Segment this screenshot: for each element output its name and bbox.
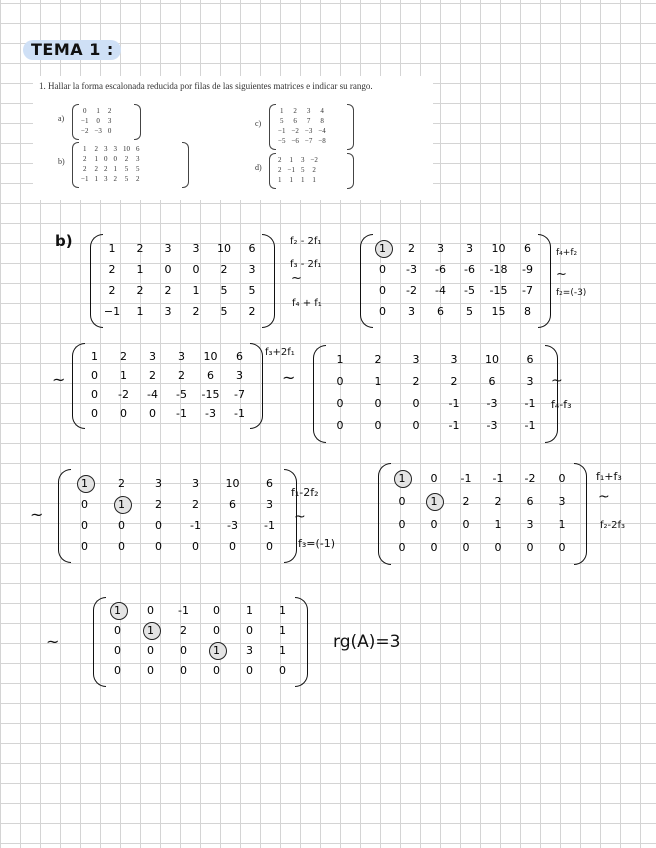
op-m6-0: f₁+f₃: [596, 470, 622, 483]
matrix-6: [378, 463, 586, 563]
matrix-cell: 10: [225, 476, 240, 490]
matrix-cell: 0: [147, 664, 154, 677]
printed-cell: 1: [289, 156, 293, 164]
matrix-cell: 0: [213, 604, 220, 617]
printed-cell: 3: [300, 156, 305, 164]
tilde-row4-start: ~: [46, 632, 60, 651]
printed-cell: 2: [94, 165, 98, 173]
matrix-cell: 2: [192, 304, 200, 318]
matrix-cell: -1: [190, 518, 201, 532]
matrix-cell: 0: [526, 540, 534, 554]
matrix-cell: -7: [522, 283, 533, 297]
printed-bracket-left: [72, 142, 79, 188]
page-title: TEMA 1 :: [31, 40, 114, 59]
matrix-2: [360, 234, 550, 326]
printed-cell: 0: [96, 117, 100, 125]
matrix-cell: 0: [462, 517, 470, 531]
printed-cell: −5: [278, 137, 286, 145]
matrix-cell: 0: [558, 540, 566, 554]
matrix-cell: 6: [526, 494, 534, 508]
printed-cell: 1: [113, 165, 117, 173]
printed-cell: 1: [289, 176, 293, 184]
matrix-cell: 1: [279, 624, 286, 637]
matrix-cell: 0: [180, 644, 187, 657]
matrix-cell: -2: [406, 283, 417, 297]
matrix-cell: 3: [526, 517, 534, 531]
matrix-cell: 1: [136, 304, 144, 318]
op-m6-1: ~: [598, 489, 610, 505]
printed-cell: 5: [124, 175, 129, 183]
printed-bracket-right: [347, 104, 354, 150]
printed-cell: 5: [124, 165, 129, 173]
matrix-cell: 3: [408, 304, 415, 318]
printed-cell: −3: [304, 127, 313, 135]
matrix-cell: 10: [485, 353, 499, 366]
matrix-cell: 0: [213, 624, 220, 637]
printed-cell: 8: [320, 117, 324, 125]
matrix-cell: 3: [178, 349, 185, 363]
matrix-cell: -2: [524, 471, 536, 485]
matrix-cell: 0: [336, 397, 344, 410]
matrix-cell: 3: [164, 241, 172, 255]
matrix-cell: 1: [336, 353, 344, 366]
matrix-cell: 0: [192, 539, 199, 553]
printed-cell: 2: [293, 107, 297, 115]
matrix-cell: 2: [155, 497, 162, 511]
printed-cell: −1: [81, 117, 89, 125]
matrix-cell: 0: [114, 664, 121, 677]
printed-bracket-left: [269, 153, 276, 189]
printed-cell: 3: [103, 175, 108, 183]
printed-cell: 5: [135, 165, 140, 173]
matrix-cell: 2: [248, 304, 256, 318]
matrix-cell: -6: [435, 262, 446, 276]
matrix-bracket-right: [538, 234, 551, 328]
tilde-row3-start: ~: [30, 505, 44, 524]
op-m5-2: f₃=(-1): [298, 537, 336, 550]
printed-cell: 2: [113, 175, 117, 183]
matrix-cell: 0: [192, 262, 200, 276]
matrix-cell: 0: [81, 518, 88, 532]
tilde-between-m3-m4: ~: [282, 368, 296, 387]
matrix-cell: 1: [430, 494, 438, 508]
matrix-3: [72, 343, 262, 427]
matrix-cell: 0: [494, 540, 502, 554]
printed-cell: 1: [312, 176, 316, 184]
matrix-bracket-right: [250, 343, 263, 429]
matrix-cell: 3: [450, 353, 458, 366]
matrix-cell: 0: [91, 368, 98, 382]
matrix-cell: 0: [336, 375, 344, 388]
matrix-cell: 0: [118, 518, 125, 532]
matrix-cell: 6: [526, 353, 534, 366]
matrix-cell: -1: [448, 419, 460, 432]
printed-cell: 2: [278, 156, 282, 164]
matrix-cell: 1: [120, 368, 127, 382]
title-highlight: [23, 40, 121, 60]
op-m2-0: f₄+f₂: [556, 248, 578, 258]
matrix-cell: 0: [81, 497, 88, 511]
matrix-cell: 0: [81, 539, 88, 553]
matrix-cell: -9: [522, 262, 533, 276]
matrix-cell: 0: [398, 517, 406, 531]
matrix-cell: 0: [213, 664, 220, 677]
matrix-cell: 2: [450, 375, 458, 388]
printed-cell: 2: [107, 107, 112, 115]
matrix-cell: 3: [526, 375, 534, 388]
matrix-cell: 3: [236, 368, 243, 382]
printed-exercise: [33, 76, 433, 200]
matrix-cell: 3: [558, 494, 566, 508]
printed-bracket-left: [269, 104, 276, 150]
op-m1-1: f₃ - 2f₁: [290, 259, 322, 270]
printed-cell: 2: [124, 155, 129, 163]
matrix-cell: 1: [136, 262, 144, 276]
printed-cell: 1: [94, 155, 98, 163]
matrix-cell: 2: [149, 368, 156, 382]
matrix-cell: 0: [430, 540, 438, 554]
op-m5-0: f₁-2f₂: [291, 486, 319, 499]
matrix-cell: 0: [118, 539, 125, 553]
matrix-cell: 3: [149, 349, 156, 363]
matrix-bracket-right: [574, 463, 587, 565]
matrix-cell: -6: [464, 262, 475, 276]
matrix-cell: 0: [398, 540, 406, 554]
matrix-cell: 6: [437, 304, 444, 318]
printed-label-c: c): [255, 119, 262, 128]
printed-cell: 5: [300, 166, 305, 174]
op-m5-1: ~: [294, 509, 306, 525]
matrix-cell: 1: [279, 644, 286, 657]
matrix-cell: 3: [246, 644, 253, 657]
printed-cell: −2: [310, 156, 318, 164]
matrix-cell: -3: [205, 406, 216, 420]
matrix-cell: 10: [217, 241, 231, 255]
matrix-cell: 1: [379, 241, 386, 255]
matrix-cell: -1: [176, 406, 187, 420]
matrix-1: [90, 234, 274, 326]
printed-cell: 6: [135, 145, 140, 153]
matrix-cell: -5: [464, 283, 475, 297]
printed-cell: −3: [94, 127, 102, 135]
matrix-cell: 2: [462, 494, 470, 508]
matrix-cell: 1: [279, 604, 286, 617]
printed-cell: 1: [279, 107, 284, 115]
matrix-cell: -2: [118, 387, 129, 401]
matrix-cell: 0: [412, 397, 420, 410]
printed-cell: 6: [293, 117, 297, 125]
matrix-cell: 5: [466, 304, 473, 318]
matrix-cell: 10: [491, 241, 506, 255]
matrix-cell: -7: [234, 387, 245, 401]
op-m2-2: f₂=(-3): [556, 288, 587, 298]
matrix-cell: -4: [147, 387, 158, 401]
matrix-cell: 0: [246, 664, 253, 677]
matrix-cell: 1: [246, 604, 253, 617]
matrix-cell: 1: [147, 624, 154, 637]
printed-cell: −7: [304, 137, 313, 145]
printed-bracket-right: [134, 104, 141, 140]
printed-cell: 2: [312, 166, 316, 174]
printed-label-d: d): [255, 163, 262, 172]
matrix-7: [93, 597, 307, 685]
matrix-cell: 2: [180, 624, 187, 637]
matrix-bracket-right: [545, 345, 558, 443]
matrix-cell: -1: [178, 604, 189, 617]
printed-cell: 1: [82, 145, 87, 153]
printed-cell: 3: [306, 107, 311, 115]
matrix-cell: 3: [164, 304, 172, 318]
printed-cell: 2: [82, 165, 87, 173]
matrix-cell: 0: [374, 397, 382, 410]
printed-label-a: a): [58, 114, 65, 123]
matrix-cell: 1: [558, 517, 566, 531]
printed-cell: 3: [107, 117, 112, 125]
matrix-cell: -3: [406, 262, 417, 276]
matrix-cell: 0: [379, 283, 386, 297]
matrix-cell: 0: [266, 539, 273, 553]
matrix-cell: 2: [494, 494, 502, 508]
printed-cell: 1: [96, 107, 100, 115]
matrix-cell: 3: [248, 262, 256, 276]
matrix-cell: 1: [108, 241, 116, 255]
matrix-cell: 6: [207, 368, 214, 382]
matrix-cell: 0: [430, 517, 438, 531]
matrix-cell: -18: [489, 262, 508, 276]
matrix-cell: 3: [192, 476, 199, 490]
matrix-bracket-right: [295, 597, 308, 687]
matrix-cell: 2: [118, 476, 125, 490]
matrix-cell: 0: [462, 540, 470, 554]
matrix-cell: 0: [91, 406, 98, 420]
matrix-5: [58, 469, 296, 561]
printed-cell: 4: [320, 107, 324, 115]
matrix-cell: 1: [192, 283, 200, 297]
matrix-cell: -15: [201, 387, 220, 401]
matrix-cell: 0: [120, 406, 127, 420]
matrix-cell: 0: [149, 406, 156, 420]
matrix-cell: 2: [374, 353, 382, 366]
matrix-cell: 1: [213, 644, 220, 657]
matrix-cell: -15: [489, 283, 508, 297]
printed-cell: 3: [113, 145, 117, 153]
printed-cell: −1: [278, 127, 286, 135]
matrix-cell: 0: [147, 604, 154, 617]
matrix-cell: -1: [524, 419, 536, 432]
printed-cell: 10: [122, 145, 130, 153]
part-label: b): [55, 232, 73, 250]
exercise-statement: 1. Hallar la forma escalonada reducida por filas de las siguientes matrices e indicar su rango.: [39, 81, 373, 91]
printed-cell: 2: [82, 155, 87, 163]
matrix-cell: 0: [229, 539, 236, 553]
matrix-cell: -3: [486, 419, 498, 432]
matrix-cell: 0: [336, 419, 344, 432]
printed-cell: 1: [278, 176, 282, 184]
printed-cell: 0: [103, 155, 108, 163]
matrix-cell: 0: [430, 471, 438, 485]
matrix-cell: -1: [524, 397, 536, 410]
matrix-cell: 0: [180, 664, 187, 677]
matrix-cell: 3: [437, 241, 444, 255]
matrix-cell: -1: [448, 397, 460, 410]
op-m6-2: f₂-2f₃: [600, 520, 626, 531]
matrix-cell: 0: [558, 471, 566, 485]
matrix-cell: 5: [220, 304, 228, 318]
matrix-cell: 6: [236, 349, 243, 363]
matrix-cell: 2: [108, 262, 116, 276]
matrix-cell: 0: [279, 664, 286, 677]
matrix-cell: 2: [120, 349, 127, 363]
matrix-cell: 1: [114, 604, 121, 617]
op-m1-2: ~: [291, 271, 302, 286]
matrix-cell: 3: [155, 476, 162, 490]
printed-cell: 7: [306, 117, 311, 125]
matrix-cell: 1: [398, 471, 406, 485]
printed-cell: −2: [81, 127, 89, 135]
matrix-cell: 0: [374, 419, 382, 432]
matrix-cell: -1: [264, 518, 275, 532]
op-m3-0: f₃+2f₁: [265, 347, 295, 358]
matrix-cell: -1: [492, 471, 504, 485]
matrix-bracket-left: [58, 469, 71, 563]
matrix-cell: 2: [136, 241, 144, 255]
matrix-cell: 3: [192, 241, 200, 255]
matrix-cell: −1: [103, 304, 121, 318]
printed-cell: 0: [113, 155, 117, 163]
matrix-cell: 1: [494, 517, 502, 531]
matrix-cell: 6: [229, 497, 236, 511]
matrix-cell: 1: [81, 476, 88, 490]
matrix-cell: -1: [460, 471, 472, 485]
matrix-cell: 3: [412, 353, 420, 366]
matrix-cell: 0: [91, 387, 98, 401]
printed-bracket-right: [182, 142, 189, 188]
matrix-cell: 2: [192, 497, 199, 511]
matrix-cell: 0: [114, 624, 121, 637]
op-m1-0: f₂ - 2f₁: [290, 236, 322, 247]
printed-cell: 1: [94, 175, 98, 183]
matrix-cell: 0: [246, 624, 253, 637]
matrix-cell: 1: [91, 349, 98, 363]
matrix-cell: 15: [491, 304, 506, 318]
matrix-cell: -1: [234, 406, 245, 420]
matrix-cell: -5: [176, 387, 187, 401]
op-m2-1: ~: [556, 267, 567, 282]
matrix-cell: 0: [412, 419, 420, 432]
matrix-cell: 2: [220, 262, 228, 276]
rank-result: rg(A)=3: [333, 632, 401, 652]
matrix-bracket-left: [93, 597, 106, 687]
printed-cell: 5: [279, 117, 284, 125]
printed-cell: −4: [318, 127, 326, 135]
matrix-cell: 3: [466, 241, 473, 255]
matrix-cell: 5: [220, 283, 228, 297]
matrix-cell: 2: [108, 283, 116, 297]
matrix-cell: 1: [118, 497, 125, 511]
matrix-cell: -3: [227, 518, 238, 532]
matrix-cell: 0: [147, 644, 154, 657]
printed-cell: −1: [81, 175, 89, 183]
matrix-cell: -4: [435, 283, 446, 297]
matrix-cell: 2: [412, 375, 420, 388]
printed-cell: −8: [318, 137, 326, 145]
matrix-cell: -3: [486, 397, 498, 410]
op-m1-3: f₄ + f₁: [292, 298, 322, 309]
matrix-cell: 6: [524, 241, 531, 255]
printed-cell: 2: [103, 165, 108, 173]
printed-cell: −1: [287, 166, 295, 174]
printed-bracket-right: [347, 153, 354, 189]
matrix-cell: 0: [155, 518, 162, 532]
tilde-row2-start: ~: [52, 370, 66, 389]
matrix-cell: 2: [164, 283, 172, 297]
matrix-bracket-left: [313, 345, 326, 443]
printed-cell: 1: [300, 176, 305, 184]
matrix-cell: 2: [408, 241, 415, 255]
printed-cell: 3: [135, 155, 140, 163]
matrix-cell: 0: [398, 494, 406, 508]
matrix-cell: 2: [136, 283, 144, 297]
printed-cell: −6: [291, 137, 299, 145]
printed-cell: 0: [107, 127, 112, 135]
printed-cell: 3: [103, 145, 108, 153]
printed-cell: 2: [94, 145, 98, 153]
op-m4-1: f₄-f₃: [551, 398, 572, 411]
printed-label-b: b): [58, 157, 65, 166]
matrix-cell: 6: [266, 476, 273, 490]
printed-bracket-left: [72, 104, 79, 140]
matrix-cell: 0: [114, 644, 121, 657]
matrix-cell: 10: [203, 349, 218, 363]
matrix-cell: 6: [488, 375, 496, 388]
matrix-cell: 0: [379, 304, 386, 318]
matrix-cell: 3: [266, 497, 273, 511]
matrix-cell: 0: [379, 262, 386, 276]
matrix-cell: 2: [178, 368, 185, 382]
matrix-cell: 6: [248, 241, 256, 255]
matrix-cell: 0: [164, 262, 172, 276]
printed-cell: −2: [291, 127, 299, 135]
matrix-cell: 1: [374, 375, 382, 388]
printed-cell: 2: [135, 175, 140, 183]
op-m4-0: ~: [551, 373, 563, 389]
printed-cell: 2: [278, 166, 282, 174]
matrix-cell: 5: [248, 283, 256, 297]
matrix-cell: 0: [155, 539, 162, 553]
matrix-cell: 8: [524, 304, 531, 318]
printed-cell: 0: [82, 107, 87, 115]
matrix-4: [313, 345, 557, 441]
